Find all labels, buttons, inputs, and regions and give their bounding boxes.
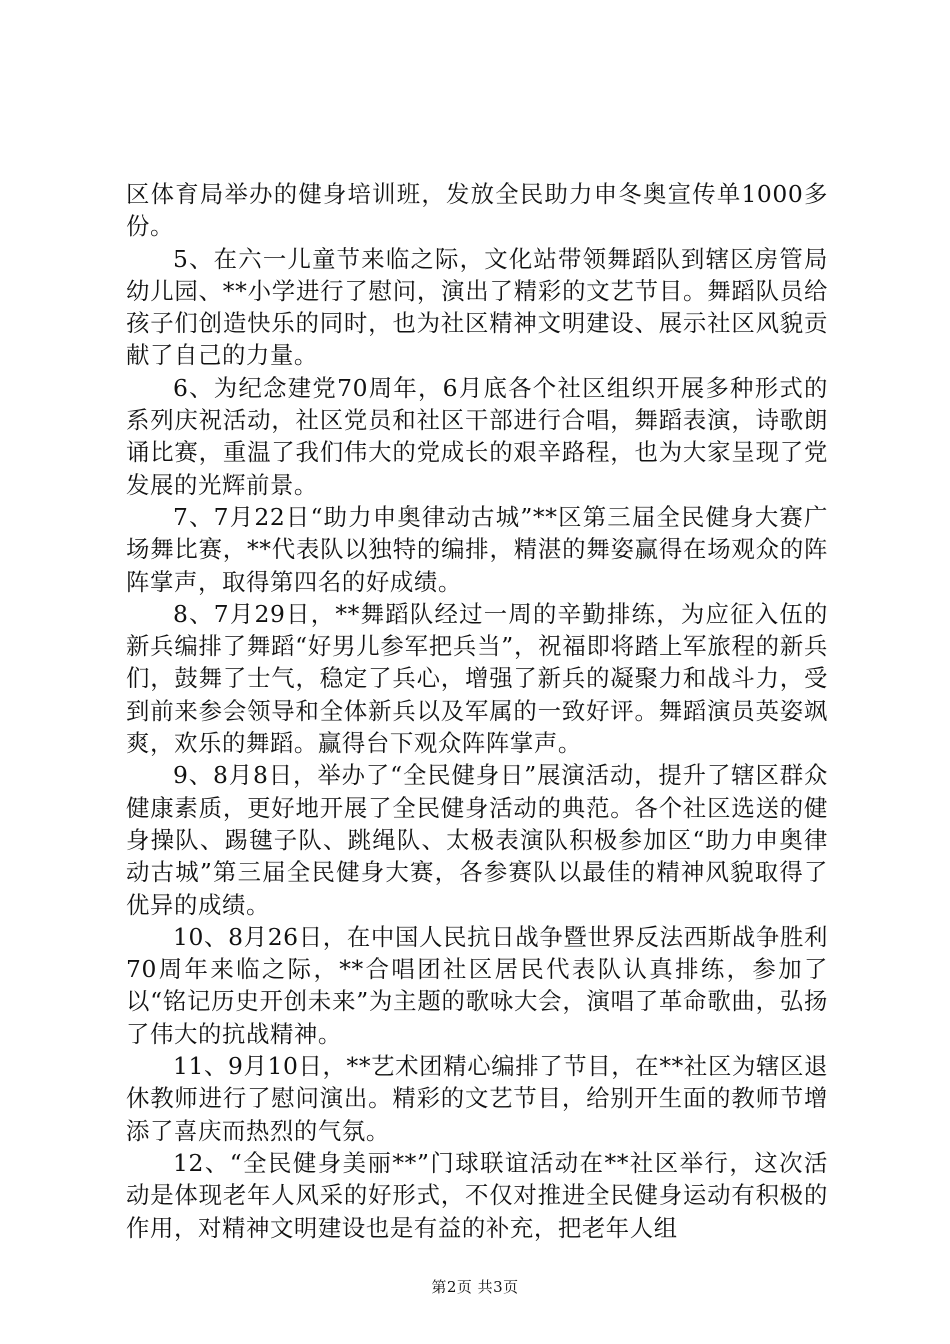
- paragraph-item-10: 10、8月26日，在中国人民抗日战争暨世界反法西斯战争胜利70周年来临之际，**合唱团社区居民代表队认真排练，参加了以“铭记历史开创未来”为主题的歌咏大会，演唱了革命歌曲，弘扬了伟大的抗战精神。: [126, 922, 828, 1048]
- paragraph-item-9: 9、8月8日，举办了“全民健身日”展演活动，提升了辖区群众健康素质，更好地开展了全民健身活动的典范。各个社区选送的健身操队、踢毽子队、跳绳队、太极表演队积极参加区“助力申奥律动古城”第三届全民健身大赛，各参赛队以最佳的精神风貌取得了优异的成绩。: [126, 761, 828, 919]
- paragraph-continuation: 区体育局举办的健身培训班，发放全民助力申冬奥宣传单1000多份。: [126, 180, 828, 241]
- paragraph-item-5: 5、在六一儿童节来临之际，文化站带领舞蹈队到辖区房管局幼儿园、**小学进行了慰问，演出了精彩的文艺节目。舞蹈队员给孩子们创造快乐的同时，也为社区精神文明建设、展示社区风貌贡献了自己的力量。: [126, 244, 828, 370]
- page-footer: 第2页 共3页: [431, 1278, 519, 1296]
- paragraph-item-11: 11、9月10日，**艺术团精心编排了节目，在**社区为辖区退休教师进行了慰问演出。精彩的文艺节目，给别开生面的教师节增添了喜庆而热烈的气氛。: [126, 1052, 828, 1145]
- paragraph-item-12: 12、“全民健身美丽**”门球联谊活动在**社区举行，这次活动是体现老年人风采的好形式，不仅对推进全民健身运动有积极的作用，对精神文明建设也是有益的补充，把老年人组: [126, 1148, 828, 1242]
- document-body: [126, 178, 828, 1244]
- paragraph-item-8: 8、7月29日，**舞蹈队经过一周的辛勤排练，为应征入伍的新兵编排了舞蹈“好男儿参军把兵当”，祝福即将踏上军旅程的新兵们，鼓舞了士气，稳定了兵心，增强了新兵的凝聚力和战斗力，受到前来参会领导和全体新兵以及军属的一致好评。舞蹈演员英姿飒爽，欢乐的舞蹈。赢得台下观众阵阵掌声。: [126, 599, 828, 758]
- paragraph-item-7: 7、7月22日“助力申奥律动古城”**区第三届全民健身大赛广场舞比赛，**代表队以独特的编排，精湛的舞姿赢得在场观众的阵阵掌声，取得第四名的好成绩。: [126, 502, 828, 596]
- paragraph-item-6: 6、为纪念建党70周年，6月底各个社区组织开展多种形式的系列庆祝活动，社区党员和社区干部进行合唱，舞蹈表演，诗歌朗诵比赛，重温了我们伟大的党成长的艰辛路程，也为大家呈现了党发展的光辉前景。: [126, 373, 828, 499]
